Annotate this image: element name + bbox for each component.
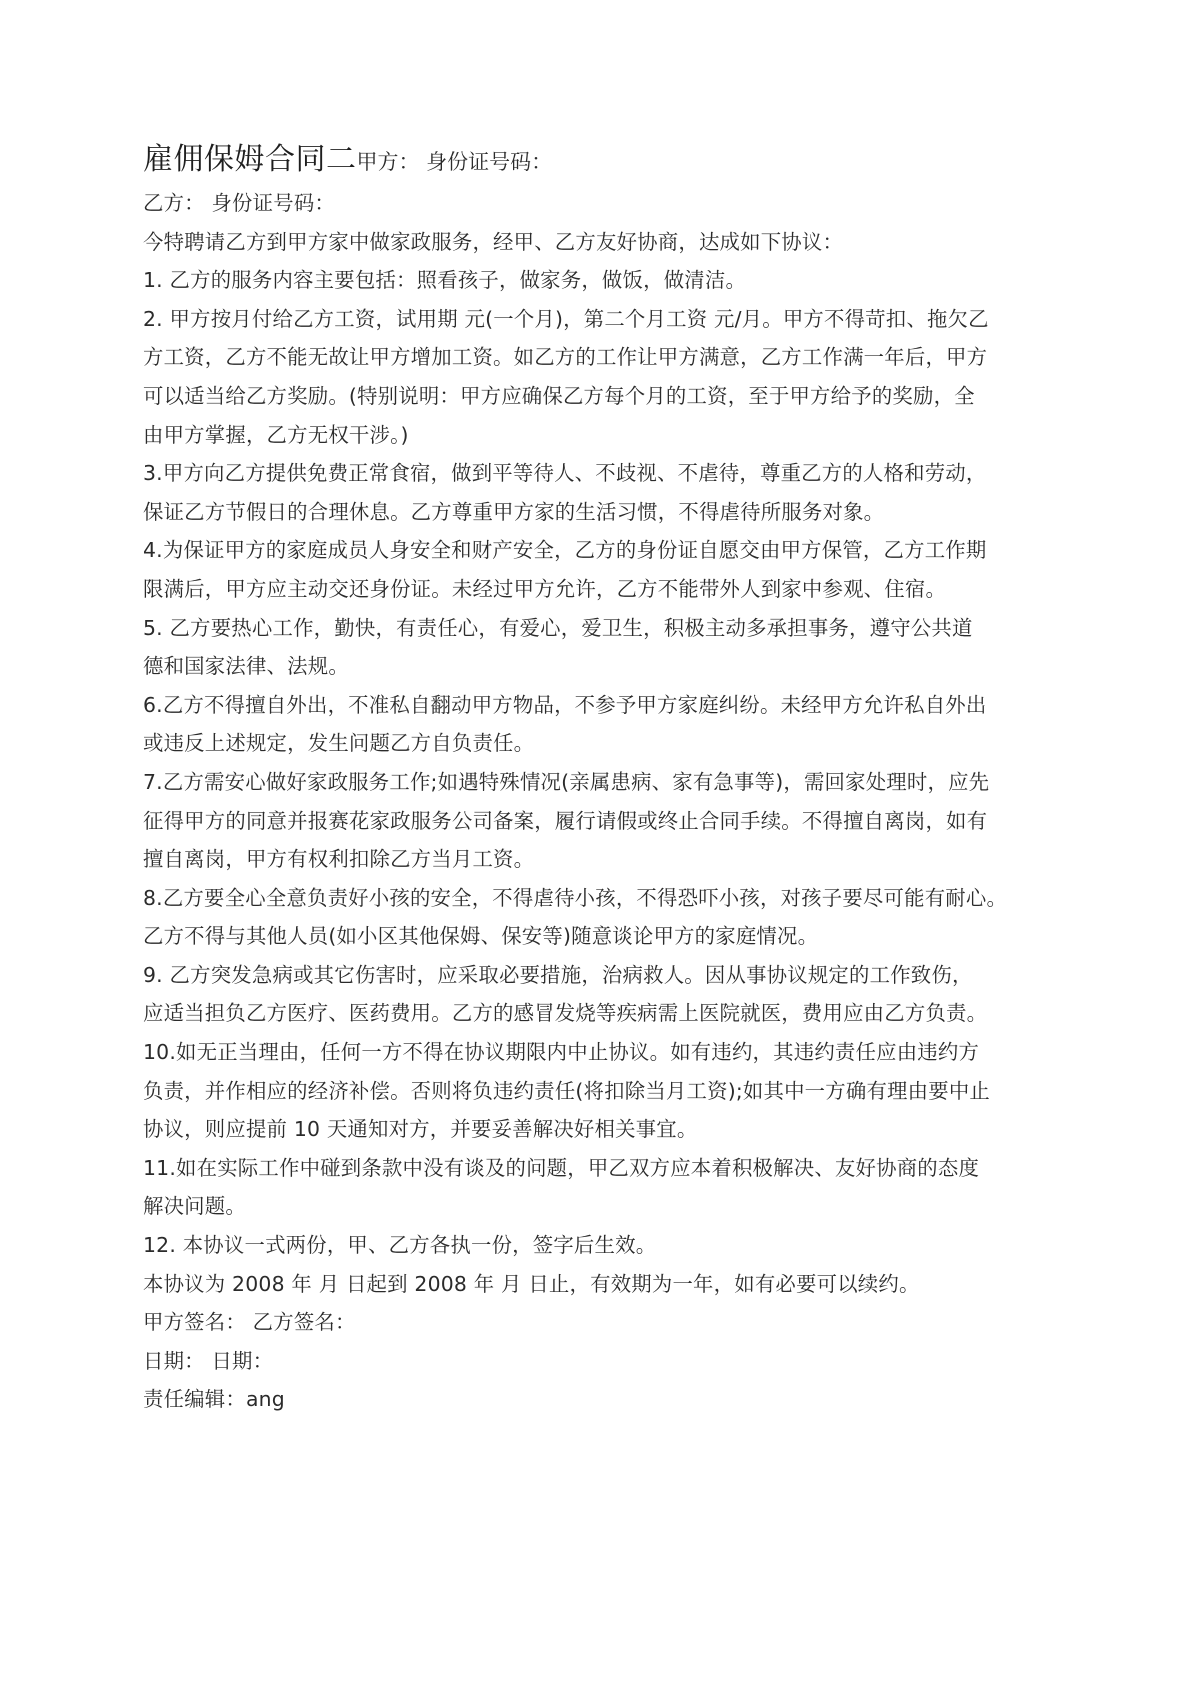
clause-2-line-2: 方工资，乙方不能无故让甲方增加工资。如乙方的工作让甲方满意，乙方工作满一年后，甲方 — [143, 345, 988, 370]
clause-7-line-3: 擅自离岗，甲方有权利扣除乙方当月工资。 — [143, 847, 535, 872]
clause-5-line-2: 德和国家法律、法规。 — [143, 654, 349, 679]
document-title: 雇佣保姆合同二 — [143, 142, 357, 177]
clause-1: 1. 乙方的服务内容主要包括：照看孩子，做家务，做饭，做清洁。 — [143, 268, 747, 293]
clause-7-line-1: 7.乙方需安心做好家政服务工作;如遇特殊情况(亲属患病、家有急事等)，需回家处理时，应先 — [143, 769, 990, 794]
clause-9-line-1: 9. 乙方突发急病或其它伤害时，应采取必要措施，治病救人。因从事协议规定的工作致伤， — [143, 962, 973, 987]
validity-period: 本协议为 2008 年 月 日起到 2008 年 月 日止，有效期为一年，如有必要可以续约。 — [143, 1271, 920, 1296]
clause-2-line-4: 由甲方掌握，乙方无权干涉。) — [143, 422, 409, 447]
party-a-id-line: 甲方： 身份证号码： — [356, 150, 553, 174]
intro-line: 今特聘请乙方到甲方家中做家政服务，经甲、乙方友好协商，达成如下协议： — [143, 229, 844, 254]
title-line — [143, 138, 1063, 182]
clause-5-line-1: 5. 乙方要热心工作，勤快，有责任心，有爱心，爱卫生，积极主动多承担事务，遵守公共道 — [143, 615, 973, 640]
clause-2-line-1: 2. 甲方按月付给乙方工资，试用期 元(一个月)，第二个月工资 元/月。甲方不得苛扣、拖欠乙 — [143, 306, 989, 331]
clause-6-line-1: 6.乙方不得擅自外出，不准私自翻动甲方物品，不参予甲方家庭纠纷。未经甲方允许私自外出 — [143, 692, 987, 717]
date-line: 日期： 日期： — [143, 1348, 274, 1373]
clause-10-line-3: 协议，则应提前 10 天通知对方，并要妥善解决好相关事宜。 — [143, 1117, 698, 1142]
party-b-id-line: 乙方： 身份证号码： — [143, 191, 335, 215]
clause-3-line-2: 保证乙方节假日的合理休息。乙方尊重甲方家的生活习惯，不得虐待所服务对象。 — [143, 499, 885, 524]
clause-8-line-2: 乙方不得与其他人员(如小区其他保姆、保安等)随意谈论甲方的家庭情况。 — [143, 924, 819, 949]
editor-line: 责任编辑：ang — [143, 1387, 285, 1412]
clause-12: 12. 本协议一式两份，甲、乙方各执一份，签字后生效。 — [143, 1233, 657, 1258]
document-page — [143, 138, 1063, 1419]
clause-11-line-2: 解决问题。 — [143, 1194, 246, 1219]
clause-10-line-1: 10.如无正当理由，任何一方不得在协议期限内中止协议。如有违约，其违约责任应由违约方 — [143, 1040, 980, 1065]
signature-line: 甲方签名： 乙方签名： — [143, 1310, 356, 1335]
clause-9-line-2: 应适当担负乙方医疗、医药费用。乙方的感冒发烧等疾病需上医院就医，费用应由乙方负责。 — [143, 1001, 988, 1026]
clause-6-line-2: 或违反上述规定，发生问题乙方自负责任。 — [143, 731, 535, 756]
clause-3-line-1: 3.甲方向乙方提供免费正常食宿，做到平等待人、不歧视、不虐待，尊重乙方的人格和劳动， — [143, 461, 987, 486]
clause-4-line-2: 限满后，甲方应主动交还身份证。未经过甲方允许，乙方不能带外人到家中参观、住宿。 — [143, 576, 947, 601]
clause-8-line-1: 8.乙方要全心全意负责好小孩的安全，不得虐待小孩，不得恐吓小孩，对孩子要尽可能有耐心。 — [143, 885, 1008, 910]
clause-10-line-2: 负责，并作相应的经济补偿。否则将负违约责任(将扣除当月工资);如其中一方确有理由要中止 — [143, 1078, 991, 1103]
clause-7-line-2: 征得甲方的同意并报赛花家政服务公司备案，履行请假或终止合同手续。不得擅自离岗，如有 — [143, 808, 988, 833]
clause-4-line-1: 4.为保证甲方的家庭成员人身安全和财产安全，乙方的身份证自愿交由甲方保管，乙方工作期 — [143, 538, 987, 563]
clause-11-line-1: 11.如在实际工作中碰到条款中没有谈及的问题，甲乙双方应本着积极解决、友好协商的态度 — [143, 1155, 980, 1180]
clause-2-line-3: 可以适当给乙方奖励。(特别说明：甲方应确保乙方每个月的工资，至于甲方给予的奖励，全 — [143, 383, 975, 408]
